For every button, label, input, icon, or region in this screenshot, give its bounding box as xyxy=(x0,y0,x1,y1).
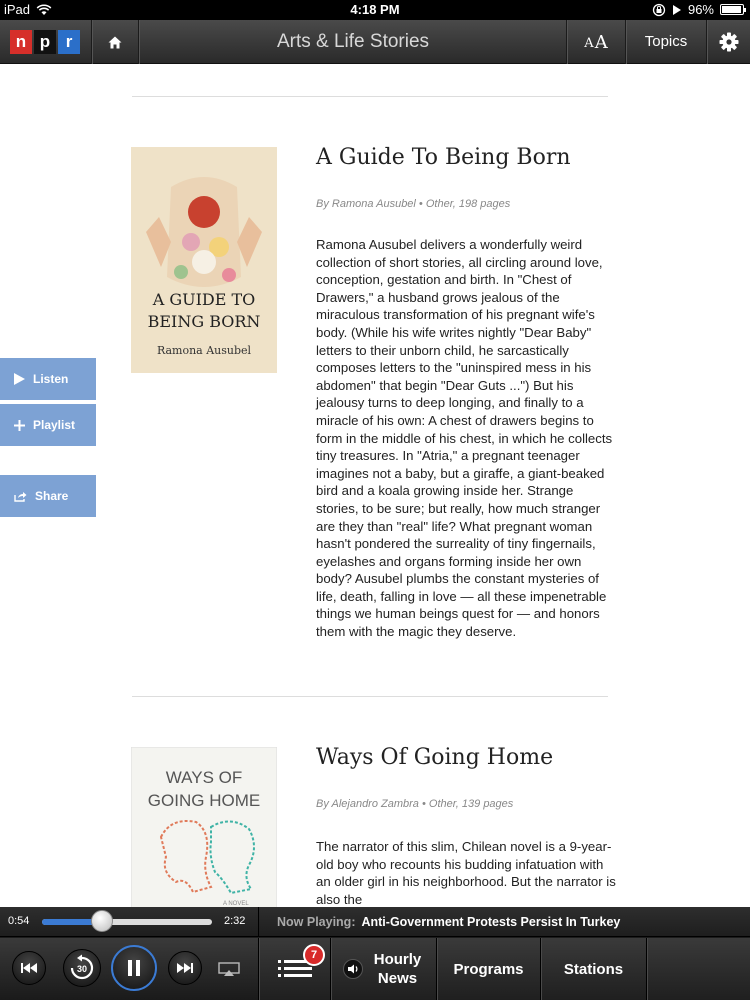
bottom-tab-bar xyxy=(258,938,750,1000)
share-label: Share xyxy=(35,489,69,503)
airplay-icon[interactable] xyxy=(218,962,240,976)
listen-button[interactable] xyxy=(0,358,96,400)
book-meta: By Ramona Ausubel • Other, 198 pages xyxy=(316,198,511,210)
playlist-count-badge: 7 xyxy=(303,944,325,966)
book-description: The narrator of this slim, Chilean novel is a 9-year-old boy who recounts his budding infatuation with an older girl in his neighborhood. But the narrator is also the xyxy=(316,839,616,907)
battery-percent: 96% xyxy=(687,2,714,17)
cover-author: Ramona Ausubel xyxy=(156,344,252,357)
logo-letter-p: p xyxy=(34,30,56,54)
cover-title-line-1: A GUIDE TO xyxy=(152,290,256,309)
skip-back-30-button[interactable] xyxy=(63,949,101,987)
npr-logo[interactable] xyxy=(10,30,80,54)
cover-title-line-2: BEING BORN xyxy=(147,312,261,331)
pause-button[interactable] xyxy=(111,945,157,991)
scrub-thumb[interactable] xyxy=(91,910,113,932)
playback-controls xyxy=(0,938,258,1000)
divider xyxy=(132,96,608,97)
audio-player xyxy=(0,907,750,1000)
previous-button[interactable] xyxy=(12,951,46,985)
skip-back-seconds: 30 xyxy=(76,964,88,974)
book-title[interactable]: A Guide To Being Born xyxy=(316,145,571,170)
status-time: 4:18 PM xyxy=(350,2,400,17)
book-title[interactable]: Ways Of Going Home xyxy=(316,745,554,770)
home-button[interactable] xyxy=(92,20,138,64)
cover-title-line-1: WAYS OF xyxy=(165,768,243,787)
empty-tab xyxy=(646,938,750,1000)
book-author: By Alejandro Zambra xyxy=(316,798,419,810)
content-area[interactable] xyxy=(0,65,750,907)
home-icon xyxy=(108,36,122,49)
logo-letter-r: r xyxy=(58,30,80,54)
divider xyxy=(138,20,139,64)
share-button[interactable] xyxy=(0,475,96,517)
rewind-30-icon xyxy=(67,953,97,983)
gear-icon xyxy=(719,32,739,52)
cover-novel-label: A NOVEL xyxy=(223,901,249,907)
book-description: Ramona Ausubel delivers a wonderfully weird collection of short stories, all circling around love, conception, gestation and birth. In "Chest of Drawers," a husband grows jealous of the miraculous transformation of his pregnant wife's body. (While his wife writes nightly "Dear Baby" letters to their unborn child, he sarcastically composes letters to the "uninspired mess in his abdomen" that begin "Dear Guts ...") But his jealousy turns to deep longing, and finally to a miracle of his own: A chest of drawers begins to form in the middle of his chest, in which he collects tiny treasures. In "Atria," a pregnant teenager imagines not a baby, but a giraffe, a giant-beaked bird and a koala growing inside her. Strange stories, to be sure; but really, how much stranger are they than "real" life? What pregnant woman hasn't pondered the surreality of tiny fingernails, eyelashes and organs forming inside her own body? Ausubel plumbs the constant mysteries of life, death, falling in love — all these impenetrable things we human beings quest for — and honors them with the magic they deserve. xyxy=(316,237,613,640)
hourly-news-label: Hourly News xyxy=(373,951,422,987)
pause-icon xyxy=(127,960,141,976)
font-size-small-label: A xyxy=(584,36,594,51)
battery-icon xyxy=(720,4,744,15)
hourly-news-tab[interactable] xyxy=(330,938,436,1000)
book-cover-image[interactable] xyxy=(131,147,277,373)
now-playing-title: Anti-Government Protests Persist In Turkey xyxy=(361,915,621,929)
add-to-playlist-button[interactable] xyxy=(0,404,96,446)
topics-button[interactable]: Topics xyxy=(644,33,688,50)
device-name: iPad xyxy=(4,2,31,17)
book-cover-image[interactable] xyxy=(131,747,277,907)
book-author: By Ramona Ausubel xyxy=(316,198,416,210)
divider xyxy=(132,696,608,697)
stations-tab[interactable]: Stations xyxy=(540,938,646,1000)
page-title: Arts & Life Stories xyxy=(276,31,430,52)
share-icon xyxy=(14,491,27,502)
play-icon xyxy=(14,373,25,385)
book-format: Other, 198 pages xyxy=(425,198,511,210)
settings-button[interactable] xyxy=(707,20,750,64)
previous-icon xyxy=(21,963,37,973)
logo-letter-n: n xyxy=(10,30,32,54)
elapsed-time: 0:54 xyxy=(8,915,30,927)
next-icon xyxy=(177,963,193,973)
now-playing-bar[interactable] xyxy=(258,907,750,937)
book-format: Other, 139 pages xyxy=(428,798,514,810)
book-meta: By Alejandro Zambra • Other, 139 pages xyxy=(316,798,514,810)
playlist-label: Playlist xyxy=(33,418,76,432)
status-bar xyxy=(0,0,750,20)
now-playing-label: Now Playing: xyxy=(277,915,356,929)
next-button[interactable] xyxy=(168,951,202,985)
playlist-tab[interactable] xyxy=(258,938,330,1000)
listen-label: Listen xyxy=(33,372,69,386)
play-status-icon xyxy=(672,4,682,16)
nav-bar xyxy=(0,20,750,64)
programs-tab[interactable]: Programs xyxy=(436,938,540,1000)
progress-track[interactable] xyxy=(42,919,212,925)
cover-title-line-2: GOING HOME xyxy=(147,791,261,810)
orientation-lock-icon xyxy=(652,3,666,17)
plus-icon xyxy=(14,420,25,431)
font-size-button[interactable] xyxy=(567,20,625,64)
font-size-big-label: A xyxy=(594,31,608,53)
duration-time: 2:32 xyxy=(224,915,246,927)
speaker-icon xyxy=(343,959,363,979)
